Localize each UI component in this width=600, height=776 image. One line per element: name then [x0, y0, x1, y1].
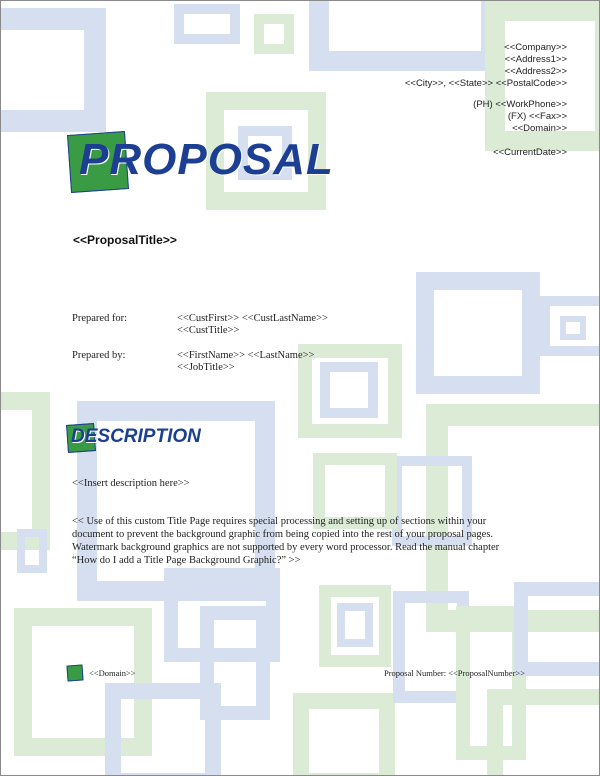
company-name: <<Company>>	[504, 42, 567, 53]
address-line-1: <<Address1>>	[504, 54, 567, 65]
footer-domain: <<Domain>>	[89, 668, 136, 678]
prepared-by-title: <<JobTitle>>	[177, 362, 235, 373]
description-heading-text: DESCRIPTION	[71, 426, 201, 447]
work-phone: (PH) <<WorkPhone>>	[473, 99, 567, 110]
proposal-logo	[65, 127, 395, 197]
proposal-logo-text: PROPOSAL	[79, 135, 334, 184]
description-placeholder: <<Insert description here>>	[72, 478, 190, 489]
prepared-by-label: Prepared by:	[72, 350, 126, 361]
domain: <<Domain>>	[512, 123, 567, 134]
footer-logo-icon	[66, 664, 83, 681]
proposal-number: Proposal Number: <<ProposalNumber>>	[384, 668, 525, 678]
description-heading	[65, 421, 255, 455]
prepared-for-label: Prepared for:	[72, 313, 128, 324]
current-date: <<CurrentDate>>	[493, 147, 567, 158]
proposal-title: <<ProposalTitle>>	[73, 233, 177, 247]
prepared-for-name: <<CustFirst>> <<CustLastName>>	[177, 313, 328, 324]
city-state-postal: <<City>>, <<State>> <<PostalCode>>	[404, 78, 567, 89]
description-note: << Use of this custom Title Page requires special processing and setting up of sections within your document to prevent the background graphic from being copied into the rest of your proposal pages. Watermark background graphics are not supported by every word processor. Read the manual chapter “How do I add a Title Page Background Graphic?” >>	[72, 516, 500, 566]
prepared-for-title: <<CustTitle>>	[177, 325, 240, 336]
fax-number: (FX) <<Fax>>	[507, 111, 567, 122]
address-line-2: <<Address2>>	[504, 66, 567, 77]
prepared-by-name: <<FirstName>> <<LastName>>	[177, 350, 315, 361]
